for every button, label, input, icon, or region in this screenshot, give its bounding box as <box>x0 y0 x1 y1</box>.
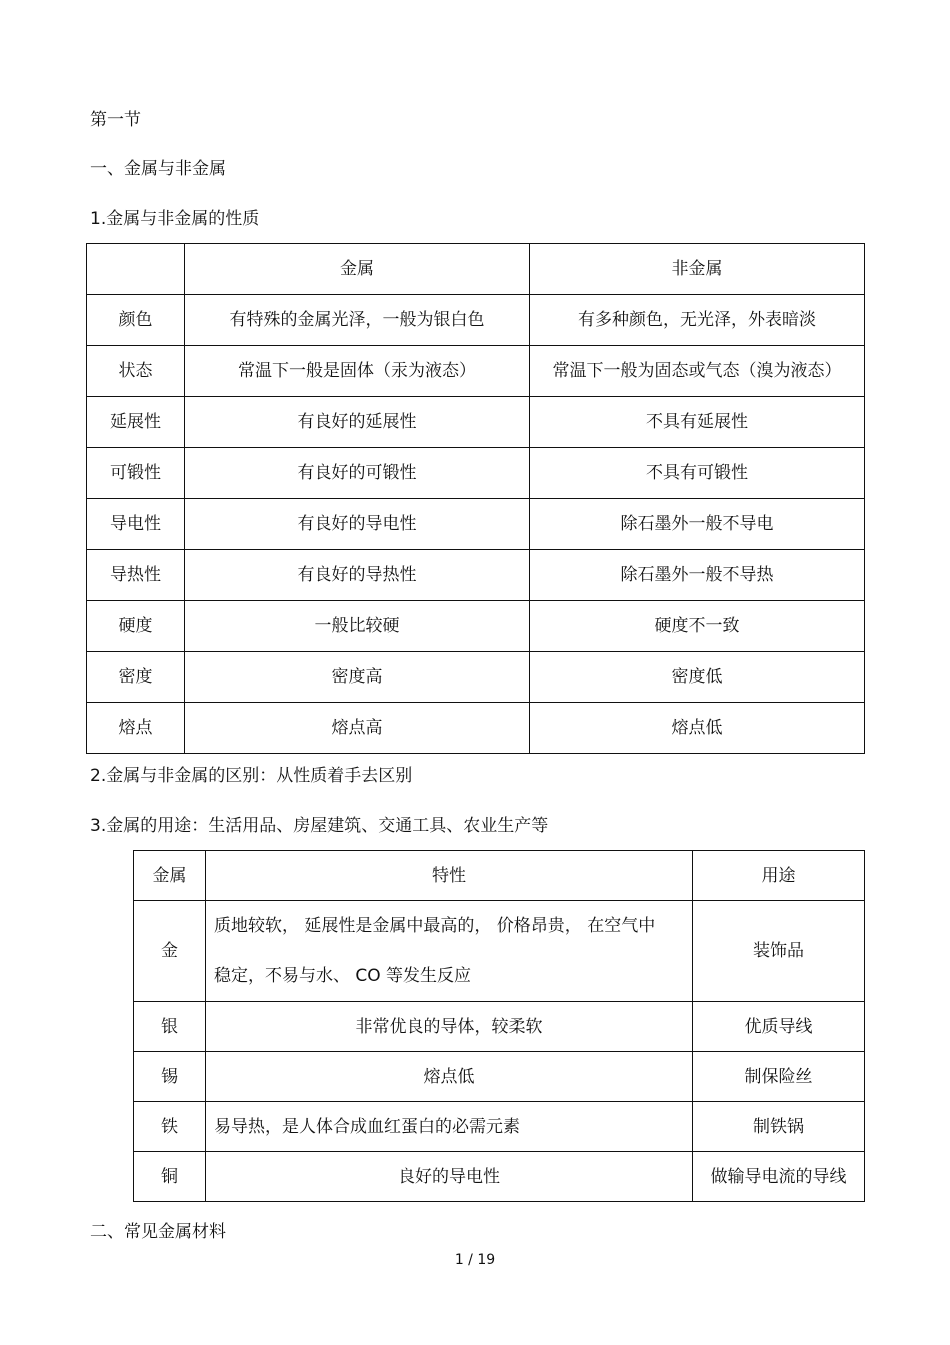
table-cell: 可锻性 <box>87 448 185 499</box>
item-title-3: 3.金属的用途：生活用品、房屋建筑、交通工具、农业生产等 <box>90 816 549 836</box>
table-row <box>87 295 865 346</box>
table-row <box>87 703 865 754</box>
table-cell <box>206 901 693 1002</box>
table-row <box>87 448 865 499</box>
section-title-1: 一、金属与非金属 <box>90 159 226 179</box>
table-cell: 延展性 <box>87 397 185 448</box>
table-cell: 制铁锅 <box>693 1102 865 1152</box>
table-cell: 导热性 <box>87 550 185 601</box>
table-cell: 有良好的导电性 <box>185 499 530 550</box>
table-cell: 有特殊的金属光泽，一般为银白色 <box>185 295 530 346</box>
metal-nonmetal-properties-table <box>86 243 865 754</box>
table-header-row <box>134 851 865 901</box>
metal-uses-table <box>133 850 865 1202</box>
table-header-cell: 用途 <box>693 851 865 901</box>
table-cell: 锡 <box>134 1052 206 1102</box>
table-cell: 除石墨外一般不导热 <box>530 550 865 601</box>
table-cell: 常温下一般是固体（汞为液态） <box>185 346 530 397</box>
table-row <box>87 601 865 652</box>
table-cell: 非常优良的导体，较柔软 <box>206 1002 693 1052</box>
table-row <box>87 550 865 601</box>
table-header-cell: 金属 <box>185 244 530 295</box>
table-row <box>134 1102 865 1152</box>
table-row <box>134 1002 865 1052</box>
heading: 第一节 <box>90 110 141 130</box>
table-cell: 熔点低 <box>530 703 865 754</box>
table-cell: 铜 <box>134 1152 206 1202</box>
table-cell: 一般比较硬 <box>185 601 530 652</box>
table-cell: 不具有延展性 <box>530 397 865 448</box>
table-header-cell: 非金属 <box>530 244 865 295</box>
table-cell: 硬度 <box>87 601 185 652</box>
table-cell: 熔点低 <box>206 1052 693 1102</box>
table-cell: 制保险丝 <box>693 1052 865 1102</box>
table-row <box>134 901 865 1002</box>
table-row <box>134 1052 865 1102</box>
table-header-cell: 特性 <box>206 851 693 901</box>
table-cell: 熔点 <box>87 703 185 754</box>
table-cell: 银 <box>134 1002 206 1052</box>
table-cell: 易导热，是人体合成血红蛋白的必需元素 <box>206 1102 693 1152</box>
item-title-1: 1.金属与非金属的性质 <box>90 209 260 229</box>
table-cell: 有良好的延展性 <box>185 397 530 448</box>
table-cell: 良好的导电性 <box>206 1152 693 1202</box>
table-cell: 有多种颜色，无光泽，外表暗淡 <box>530 295 865 346</box>
table-cell <box>87 244 185 295</box>
table-cell: 状态 <box>87 346 185 397</box>
table-header-cell: 金属 <box>134 851 206 901</box>
table-cell: 常温下一般为固态或气态（溴为液态） <box>530 346 865 397</box>
table-cell: 不具有可锻性 <box>530 448 865 499</box>
table-cell: 装饰品 <box>693 901 865 1002</box>
table-cell: 颜色 <box>87 295 185 346</box>
table-cell: 有良好的可锻性 <box>185 448 530 499</box>
table-row <box>87 652 865 703</box>
table-cell: 金 <box>134 901 206 1002</box>
table-row <box>87 499 865 550</box>
table-cell: 密度高 <box>185 652 530 703</box>
table-cell: 优质导线 <box>693 1002 865 1052</box>
table-cell: 熔点高 <box>185 703 530 754</box>
item-title-2: 2.金属与非金属的区别：从性质着手去区别 <box>90 766 413 786</box>
property-text-line-1: 质地较软， 延展性是金属中最高的， 价格昂贵， 在空气中 <box>214 916 656 936</box>
table-row <box>87 346 865 397</box>
page-number: 1 / 19 <box>454 1252 496 1268</box>
property-text-line-2: 稳定，不易与水、 CO 等发生反应 <box>214 966 472 986</box>
table-header-row <box>87 244 865 295</box>
section-title-2: 二、常见金属材料 <box>90 1222 226 1242</box>
table-cell: 铁 <box>134 1102 206 1152</box>
table-cell: 硬度不一致 <box>530 601 865 652</box>
table-cell: 密度低 <box>530 652 865 703</box>
table-cell: 导电性 <box>87 499 185 550</box>
table-cell: 做输导电流的导线 <box>693 1152 865 1202</box>
table-row <box>87 397 865 448</box>
table-cell: 有良好的导热性 <box>185 550 530 601</box>
table-row <box>134 1152 865 1202</box>
table-cell: 除石墨外一般不导电 <box>530 499 865 550</box>
table-cell: 密度 <box>87 652 185 703</box>
